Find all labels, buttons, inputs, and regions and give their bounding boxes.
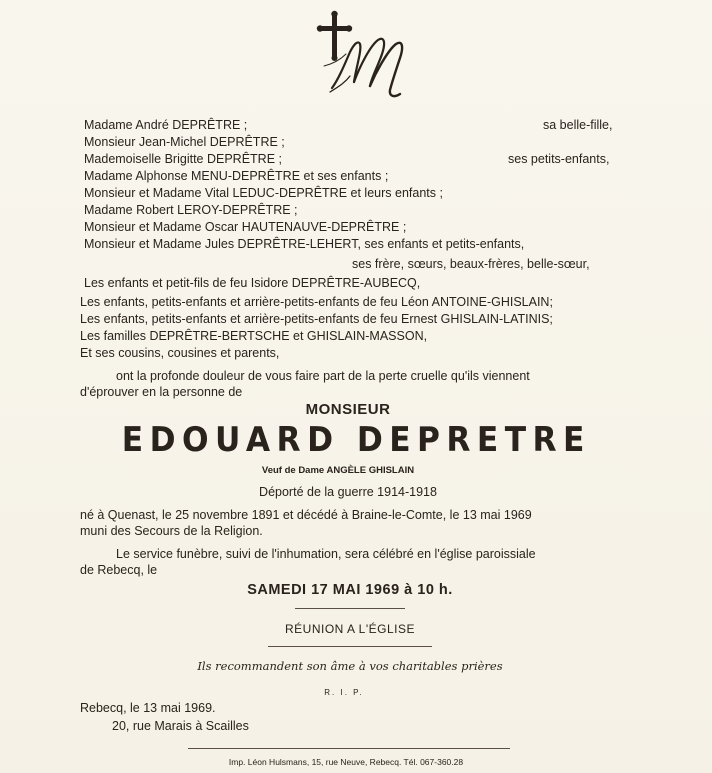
printer-line: Imp. Léon Hulsmans, 15, rue Neuve, Rebecq. Tél. 067-360.28 xyxy=(228,757,464,767)
place-date: Rebecq, le 13 mai 1969. xyxy=(80,701,216,715)
family-line: Monsieur et Madame Oscar HAUTENAUVE-DEPRÊTRE ; xyxy=(84,220,407,234)
family-line: Madame Alphonse MENU-DEPRÊTRE et ses enfants ; xyxy=(84,169,389,183)
family-line: Monsieur et Madame Jules DEPRÊTRE-LEHERT, ses enfants et petits-enfants, xyxy=(84,237,525,251)
family-line: Mademoiselle Brigitte DEPRÊTRE ; xyxy=(84,152,282,166)
family-line: Monsieur et Madame Vital LEDUC-DEPRÊTRE et leurs enfants ; xyxy=(84,186,443,200)
meeting-line: RÉUNION A L'ÉGLISE xyxy=(284,622,415,636)
service-line: de Rebecq, le xyxy=(80,563,158,577)
family-line: ses frère, sœurs, beaux-frères, belle-sœur, xyxy=(352,257,590,271)
service-line: Le service funèbre, suivi de l'inhumation, sera célébré en l'église paroissiale xyxy=(116,547,536,561)
address: 20, rue Marais à Scailles xyxy=(112,719,249,733)
family-line: Et ses cousins, cousines et parents, xyxy=(80,346,280,360)
deceased-title: MONSIEUR xyxy=(305,401,391,418)
relation-belle-fille: sa belle-fille, xyxy=(543,118,613,132)
cross-m-monogram-icon xyxy=(310,10,410,106)
prayer-line: Ils recommandent son âme à vos charitables prières xyxy=(197,659,503,673)
announcement-line: ont la profonde douleur de vous faire part de la perte cruelle qu'ils viennent xyxy=(116,369,530,383)
family-line: Les enfants, petits-enfants et arrière-petits-enfants de feu Ernest GHISLAIN-LATINIS; xyxy=(80,312,553,326)
deported-line: Déporté de la guerre 1914-1918 xyxy=(259,485,437,499)
sacraments-line: muni des Secours de la Religion. xyxy=(80,524,263,538)
announcement-line: d'éprouver en la personne de xyxy=(80,385,243,399)
family-line: Les familles DEPRÊTRE-BERTSCHE et GHISLAIN-MASSON, xyxy=(80,329,428,343)
family-line: Monsieur Jean-Michel DEPRÊTRE ; xyxy=(84,135,285,149)
family-line: Madame Robert LEROY-DEPRÊTRE ; xyxy=(84,203,298,217)
divider xyxy=(295,608,405,609)
service-date: SAMEDI 17 MAI 1969 à 10 h. xyxy=(247,582,453,598)
divider xyxy=(268,646,432,647)
relation-petits-enfants: ses petits-enfants, xyxy=(508,152,610,166)
family-line: Les enfants, petits-enfants et arrière-petits-enfants de feu Léon ANTOINE-GHISLAIN; xyxy=(80,295,553,309)
deceased-name: EDOUARD DEPRETRE xyxy=(121,420,591,460)
family-line: Les enfants et petit-fils de feu Isidore DEPRÊTRE-AUBECQ, xyxy=(84,276,421,290)
widower-line: Veuf de Dame ANGÈLE GHISLAIN xyxy=(261,465,415,476)
divider xyxy=(188,748,510,749)
family-line: Madame André DEPRÊTRE ; xyxy=(84,118,248,132)
rip-line: R. I. P. xyxy=(324,688,364,697)
born-died-line: né à Quenast, le 25 novembre 1891 et décédé à Braine-le-Comte, le 13 mai 1969 xyxy=(80,508,532,522)
